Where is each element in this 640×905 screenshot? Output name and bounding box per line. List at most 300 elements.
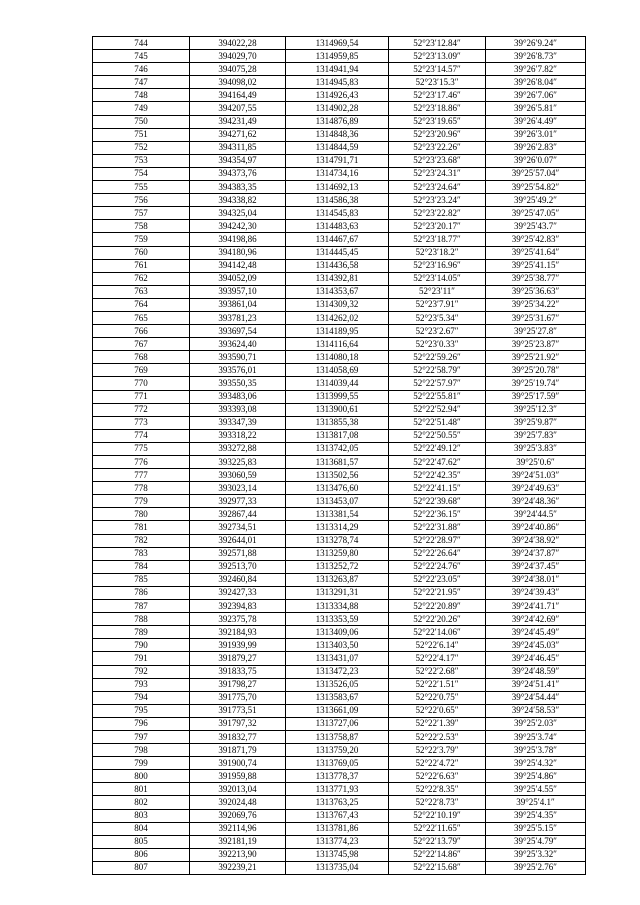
point-number-cell: 757 <box>93 207 190 220</box>
latitude-cell: 52°22′10.19″ <box>389 809 486 822</box>
longitude-cell: 39°26′7.06″ <box>486 89 586 102</box>
table-row <box>93 586 586 599</box>
x-coordinate-cell: 392181,19 <box>190 835 286 848</box>
longitude-cell: 39°24′38.01″ <box>486 573 586 586</box>
x-coordinate-cell: 393023,14 <box>190 482 286 495</box>
latitude-cell: 52°23′12.84″ <box>389 37 486 50</box>
x-coordinate-cell: 394311,85 <box>190 141 286 154</box>
table-row <box>93 783 586 796</box>
longitude-cell: 39°24′42.69″ <box>486 613 586 626</box>
point-number-cell: 800 <box>93 770 190 783</box>
x-coordinate-cell: 392013,04 <box>190 783 286 796</box>
table-row <box>93 377 586 390</box>
point-number-cell: 783 <box>93 547 190 560</box>
x-coordinate-cell: 393060,59 <box>190 469 286 482</box>
latitude-cell: 52°23′7.91″ <box>389 298 486 311</box>
y-coordinate-cell: 1313583,67 <box>286 691 389 704</box>
table-row <box>93 717 586 730</box>
longitude-cell: 39°25′4.79″ <box>486 835 586 848</box>
point-number-cell: 788 <box>93 613 190 626</box>
x-coordinate-cell: 394022,28 <box>190 37 286 50</box>
table-row <box>93 128 586 141</box>
table-row <box>93 600 586 613</box>
x-coordinate-cell: 393957,10 <box>190 285 286 298</box>
x-coordinate-cell: 394075,28 <box>190 63 286 76</box>
longitude-cell: 39°25′4.35″ <box>486 809 586 822</box>
latitude-cell: 52°23′20.96″ <box>389 128 486 141</box>
point-number-cell: 779 <box>93 495 190 508</box>
x-coordinate-cell: 391959,88 <box>190 770 286 783</box>
y-coordinate-cell: 1314926,43 <box>286 89 389 102</box>
point-number-cell: 775 <box>93 442 190 455</box>
point-number-cell: 794 <box>93 691 190 704</box>
y-coordinate-cell: 1313314,29 <box>286 521 389 534</box>
x-coordinate-cell: 391871,79 <box>190 744 286 757</box>
point-number-cell: 781 <box>93 521 190 534</box>
point-number-cell: 761 <box>93 259 190 272</box>
table-row <box>93 167 586 180</box>
point-number-cell: 778 <box>93 482 190 495</box>
table-row <box>93 181 586 194</box>
table-row <box>93 613 586 626</box>
point-number-cell: 750 <box>93 115 190 128</box>
longitude-cell: 39°26′5.81″ <box>486 102 586 115</box>
point-number-cell: 787 <box>93 600 190 613</box>
longitude-cell: 39°26′4.49″ <box>486 115 586 128</box>
y-coordinate-cell: 1314436,58 <box>286 259 389 272</box>
latitude-cell: 52°22′21.95″ <box>389 586 486 599</box>
longitude-cell: 39°25′21.92″ <box>486 351 586 364</box>
point-number-cell: 745 <box>93 50 190 63</box>
y-coordinate-cell: 1314483,63 <box>286 220 389 233</box>
table-row <box>93 560 586 573</box>
y-coordinate-cell: 1314844,59 <box>286 141 389 154</box>
latitude-cell: 52°23′18.86″ <box>389 102 486 115</box>
longitude-cell: 39°25′7.83″ <box>486 429 586 442</box>
latitude-cell: 52°22′57.97″ <box>389 377 486 390</box>
x-coordinate-cell: 392513,70 <box>190 560 286 573</box>
latitude-cell: 52°22′2.68″ <box>389 665 486 678</box>
point-number-cell: 755 <box>93 181 190 194</box>
longitude-cell: 39°25′4.55″ <box>486 783 586 796</box>
latitude-cell: 52°23′22.26″ <box>389 141 486 154</box>
latitude-cell: 52°22′58.79″ <box>389 364 486 377</box>
longitude-cell: 39°24′48.59″ <box>486 665 586 678</box>
longitude-cell: 39°24′41.71″ <box>486 600 586 613</box>
x-coordinate-cell: 392394,83 <box>190 600 286 613</box>
latitude-cell: 52°23′18.2″ <box>389 246 486 259</box>
y-coordinate-cell: 1314309,32 <box>286 298 389 311</box>
x-coordinate-cell: 394325,04 <box>190 207 286 220</box>
y-coordinate-cell: 1313771,93 <box>286 783 389 796</box>
coordinates-table-body <box>93 37 586 875</box>
table-row <box>93 730 586 743</box>
y-coordinate-cell: 1313767,43 <box>286 809 389 822</box>
longitude-cell: 39°26′0.07″ <box>486 154 586 167</box>
longitude-cell: 39°25′3.32″ <box>486 848 586 861</box>
point-number-cell: 807 <box>93 861 190 874</box>
point-number-cell: 795 <box>93 704 190 717</box>
longitude-cell: 39°24′37.87″ <box>486 547 586 560</box>
y-coordinate-cell: 1313502,56 <box>286 469 389 482</box>
x-coordinate-cell: 393590,71 <box>190 351 286 364</box>
latitude-cell: 52°22′4.17″ <box>389 652 486 665</box>
y-coordinate-cell: 1313758,87 <box>286 730 389 743</box>
table-row <box>93 456 586 469</box>
table-row <box>93 141 586 154</box>
y-coordinate-cell: 1314039,44 <box>286 377 389 390</box>
point-number-cell: 792 <box>93 665 190 678</box>
latitude-cell: 52°23′2.67″ <box>389 325 486 338</box>
table-row <box>93 770 586 783</box>
latitude-cell: 52°22′15.68″ <box>389 861 486 874</box>
y-coordinate-cell: 1313661,09 <box>286 704 389 717</box>
point-number-cell: 797 <box>93 730 190 743</box>
longitude-cell: 39°24′39.43″ <box>486 586 586 599</box>
table-row <box>93 469 586 482</box>
table-row <box>93 390 586 403</box>
x-coordinate-cell: 394242,30 <box>190 220 286 233</box>
point-number-cell: 777 <box>93 469 190 482</box>
latitude-cell: 52°22′52.94″ <box>389 403 486 416</box>
latitude-cell: 52°23′24.64″ <box>389 181 486 194</box>
point-number-cell: 767 <box>93 338 190 351</box>
latitude-cell: 52°22′31.88″ <box>389 521 486 534</box>
x-coordinate-cell: 392644,01 <box>190 534 286 547</box>
table-row <box>93 246 586 259</box>
table-row <box>93 822 586 835</box>
longitude-cell: 39°26′8.04″ <box>486 76 586 89</box>
latitude-cell: 52°22′23.05″ <box>389 573 486 586</box>
point-number-cell: 772 <box>93 403 190 416</box>
x-coordinate-cell: 394142,48 <box>190 259 286 272</box>
point-number-cell: 774 <box>93 429 190 442</box>
x-coordinate-cell: 391900,74 <box>190 757 286 770</box>
point-number-cell: 776 <box>93 456 190 469</box>
table-row <box>93 63 586 76</box>
x-coordinate-cell: 394373,76 <box>190 167 286 180</box>
y-coordinate-cell: 1313453,07 <box>286 495 389 508</box>
longitude-cell: 39°24′51.41″ <box>486 678 586 691</box>
point-number-cell: 796 <box>93 717 190 730</box>
latitude-cell: 52°22′41.15″ <box>389 482 486 495</box>
latitude-cell: 52°22′0.65″ <box>389 704 486 717</box>
longitude-cell: 39°25′41.64″ <box>486 246 586 259</box>
y-coordinate-cell: 1314116,64 <box>286 338 389 351</box>
longitude-cell: 39°25′42.83″ <box>486 233 586 246</box>
table-row <box>93 416 586 429</box>
x-coordinate-cell: 391833,75 <box>190 665 286 678</box>
point-number-cell: 786 <box>93 586 190 599</box>
y-coordinate-cell: 1314080,18 <box>286 351 389 364</box>
point-number-cell: 758 <box>93 220 190 233</box>
longitude-cell: 39°25′12.3″ <box>486 403 586 416</box>
y-coordinate-cell: 1314969,54 <box>286 37 389 50</box>
x-coordinate-cell: 392069,76 <box>190 809 286 822</box>
x-coordinate-cell: 393624,40 <box>190 338 286 351</box>
table-row <box>93 809 586 822</box>
latitude-cell: 52°22′8.35″ <box>389 783 486 796</box>
point-number-cell: 801 <box>93 783 190 796</box>
x-coordinate-cell: 391832,77 <box>190 730 286 743</box>
latitude-cell: 52°23′15.3″ <box>389 76 486 89</box>
longitude-cell: 39°25′57.04″ <box>486 167 586 180</box>
table-row <box>93 351 586 364</box>
latitude-cell: 52°22′8.73″ <box>389 796 486 809</box>
x-coordinate-cell: 394354,97 <box>190 154 286 167</box>
latitude-cell: 52°22′51.48″ <box>389 416 486 429</box>
longitude-cell: 39°26′2.83″ <box>486 141 586 154</box>
latitude-cell: 52°23′23.68″ <box>389 154 486 167</box>
table-row <box>93 89 586 102</box>
y-coordinate-cell: 1313431,07 <box>286 652 389 665</box>
point-number-cell: 753 <box>93 154 190 167</box>
latitude-cell: 52°23′24.31″ <box>389 167 486 180</box>
longitude-cell: 39°25′47.05″ <box>486 207 586 220</box>
latitude-cell: 52°22′6.63″ <box>389 770 486 783</box>
point-number-cell: 768 <box>93 351 190 364</box>
y-coordinate-cell: 1313526,05 <box>286 678 389 691</box>
latitude-cell: 52°22′36.15″ <box>389 508 486 521</box>
point-number-cell: 770 <box>93 377 190 390</box>
point-number-cell: 752 <box>93 141 190 154</box>
point-number-cell: 790 <box>93 639 190 652</box>
latitude-cell: 52°23′17.46″ <box>389 89 486 102</box>
longitude-cell: 39°25′38.77″ <box>486 272 586 285</box>
table-row <box>93 573 586 586</box>
table-row <box>93 652 586 665</box>
longitude-cell: 39°25′49.2″ <box>486 194 586 207</box>
x-coordinate-cell: 394198,86 <box>190 233 286 246</box>
longitude-cell: 39°24′44.5″ <box>486 508 586 521</box>
table-row <box>93 861 586 874</box>
x-coordinate-cell: 391879,27 <box>190 652 286 665</box>
table-row <box>93 848 586 861</box>
table-row <box>93 691 586 704</box>
longitude-cell: 39°25′2.03″ <box>486 717 586 730</box>
point-number-cell: 760 <box>93 246 190 259</box>
table-row <box>93 154 586 167</box>
x-coordinate-cell: 393225,83 <box>190 456 286 469</box>
y-coordinate-cell: 1313769,05 <box>286 757 389 770</box>
point-number-cell: 791 <box>93 652 190 665</box>
table-row <box>93 285 586 298</box>
latitude-cell: 52°22′59.26″ <box>389 351 486 364</box>
table-row <box>93 37 586 50</box>
x-coordinate-cell: 393550,35 <box>190 377 286 390</box>
point-number-cell: 765 <box>93 311 190 324</box>
longitude-cell: 39°24′38.92″ <box>486 534 586 547</box>
table-row <box>93 547 586 560</box>
longitude-cell: 39°25′3.78″ <box>486 744 586 757</box>
y-coordinate-cell: 1313291,31 <box>286 586 389 599</box>
table-row <box>93 835 586 848</box>
x-coordinate-cell: 394098,02 <box>190 76 286 89</box>
table-row <box>93 442 586 455</box>
y-coordinate-cell: 1314734,16 <box>286 167 389 180</box>
y-coordinate-cell: 1313735,04 <box>286 861 389 874</box>
x-coordinate-cell: 392977,33 <box>190 495 286 508</box>
latitude-cell: 52°23′19.65″ <box>389 115 486 128</box>
x-coordinate-cell: 394180,96 <box>190 246 286 259</box>
longitude-cell: 39°26′8.73″ <box>486 50 586 63</box>
y-coordinate-cell: 1313278,74 <box>286 534 389 547</box>
latitude-cell: 52°22′13.79″ <box>389 835 486 848</box>
longitude-cell: 39°25′4.86″ <box>486 770 586 783</box>
longitude-cell: 39°24′49.63″ <box>486 482 586 495</box>
longitude-cell: 39°24′48.36″ <box>486 495 586 508</box>
longitude-cell: 39°25′41.15″ <box>486 259 586 272</box>
point-number-cell: 782 <box>93 534 190 547</box>
y-coordinate-cell: 1313727,06 <box>286 717 389 730</box>
latitude-cell: 52°23′18.77″ <box>389 233 486 246</box>
table-row <box>93 665 586 678</box>
table-row <box>93 102 586 115</box>
x-coordinate-cell: 391797,32 <box>190 717 286 730</box>
point-number-cell: 769 <box>93 364 190 377</box>
point-number-cell: 763 <box>93 285 190 298</box>
table-row <box>93 429 586 442</box>
table-row <box>93 50 586 63</box>
y-coordinate-cell: 1314902,28 <box>286 102 389 115</box>
longitude-cell: 39°25′20.78″ <box>486 364 586 377</box>
x-coordinate-cell: 393318,22 <box>190 429 286 442</box>
table-row <box>93 678 586 691</box>
longitude-cell: 39°25′23.87″ <box>486 338 586 351</box>
y-coordinate-cell: 1313781,86 <box>286 822 389 835</box>
longitude-cell: 39°25′17.59″ <box>486 390 586 403</box>
point-number-cell: 756 <box>93 194 190 207</box>
table-row <box>93 272 586 285</box>
latitude-cell: 52°23′11″ <box>389 285 486 298</box>
y-coordinate-cell: 1313763,25 <box>286 796 389 809</box>
x-coordinate-cell: 392184,93 <box>190 626 286 639</box>
x-coordinate-cell: 392375,78 <box>190 613 286 626</box>
longitude-cell: 39°26′9.24″ <box>486 37 586 50</box>
longitude-cell: 39°25′4.32″ <box>486 757 586 770</box>
point-number-cell: 805 <box>93 835 190 848</box>
x-coordinate-cell: 394271,62 <box>190 128 286 141</box>
longitude-cell: 39°24′58.53″ <box>486 704 586 717</box>
latitude-cell: 52°22′14.86″ <box>389 848 486 861</box>
y-coordinate-cell: 1314392,81 <box>286 272 389 285</box>
point-number-cell: 784 <box>93 560 190 573</box>
x-coordinate-cell: 393393,08 <box>190 403 286 416</box>
latitude-cell: 52°22′39.68″ <box>389 495 486 508</box>
x-coordinate-cell: 393576,01 <box>190 364 286 377</box>
y-coordinate-cell: 1314848,36 <box>286 128 389 141</box>
latitude-cell: 52°22′1.51″ <box>389 678 486 691</box>
point-number-cell: 759 <box>93 233 190 246</box>
latitude-cell: 52°22′26.64″ <box>389 547 486 560</box>
latitude-cell: 52°22′3.79″ <box>389 744 486 757</box>
table-row <box>93 626 586 639</box>
x-coordinate-cell: 393347,39 <box>190 416 286 429</box>
latitude-cell: 52°22′0.75″ <box>389 691 486 704</box>
table-row <box>93 744 586 757</box>
longitude-cell: 39°25′34.22″ <box>486 298 586 311</box>
y-coordinate-cell: 1313476,60 <box>286 482 389 495</box>
table-row <box>93 796 586 809</box>
x-coordinate-cell: 391773,51 <box>190 704 286 717</box>
y-coordinate-cell: 1314876,89 <box>286 115 389 128</box>
table-row <box>93 259 586 272</box>
y-coordinate-cell: 1313817,08 <box>286 429 389 442</box>
x-coordinate-cell: 394164,49 <box>190 89 286 102</box>
y-coordinate-cell: 1313353,59 <box>286 613 389 626</box>
y-coordinate-cell: 1314945,83 <box>286 76 389 89</box>
latitude-cell: 52°22′47.62″ <box>389 456 486 469</box>
y-coordinate-cell: 1313252,72 <box>286 560 389 573</box>
latitude-cell: 52°23′23.24″ <box>389 194 486 207</box>
latitude-cell: 52°23′16.96″ <box>389 259 486 272</box>
longitude-cell: 39°26′3.01″ <box>486 128 586 141</box>
x-coordinate-cell: 394207,55 <box>190 102 286 115</box>
point-number-cell: 789 <box>93 626 190 639</box>
latitude-cell: 52°22′42.35″ <box>389 469 486 482</box>
longitude-cell: 39°24′46.45″ <box>486 652 586 665</box>
y-coordinate-cell: 1314692,13 <box>286 181 389 194</box>
table-row <box>93 298 586 311</box>
y-coordinate-cell: 1314262,02 <box>286 311 389 324</box>
y-coordinate-cell: 1313900,61 <box>286 403 389 416</box>
longitude-cell: 39°25′43.7″ <box>486 220 586 233</box>
point-number-cell: 762 <box>93 272 190 285</box>
y-coordinate-cell: 1313742,05 <box>286 442 389 455</box>
table-row <box>93 76 586 89</box>
table-row <box>93 704 586 717</box>
longitude-cell: 39°24′40.86″ <box>486 521 586 534</box>
y-coordinate-cell: 1313263,87 <box>286 573 389 586</box>
table-row <box>93 311 586 324</box>
latitude-cell: 52°23′20.17″ <box>389 220 486 233</box>
latitude-cell: 52°22′4.72″ <box>389 757 486 770</box>
longitude-cell: 39°25′9.87″ <box>486 416 586 429</box>
longitude-cell: 39°25′27.8″ <box>486 325 586 338</box>
longitude-cell: 39°25′36.63″ <box>486 285 586 298</box>
table-row <box>93 338 586 351</box>
x-coordinate-cell: 392867,44 <box>190 508 286 521</box>
y-coordinate-cell: 1314189,95 <box>286 325 389 338</box>
latitude-cell: 52°22′24.76″ <box>389 560 486 573</box>
point-number-cell: 804 <box>93 822 190 835</box>
point-number-cell: 799 <box>93 757 190 770</box>
table-row <box>93 207 586 220</box>
y-coordinate-cell: 1314959,85 <box>286 50 389 63</box>
latitude-cell: 52°23′5.34″ <box>389 311 486 324</box>
table-row <box>93 364 586 377</box>
table-row <box>93 508 586 521</box>
x-coordinate-cell: 394383,35 <box>190 181 286 194</box>
y-coordinate-cell: 1313855,38 <box>286 416 389 429</box>
y-coordinate-cell: 1313774,23 <box>286 835 389 848</box>
table-row <box>93 495 586 508</box>
latitude-cell: 52°22′1.39″ <box>389 717 486 730</box>
table-row <box>93 521 586 534</box>
point-number-cell: 766 <box>93 325 190 338</box>
x-coordinate-cell: 394338,82 <box>190 194 286 207</box>
point-number-cell: 798 <box>93 744 190 757</box>
longitude-cell: 39°25′3.74″ <box>486 730 586 743</box>
latitude-cell: 52°22′28.97″ <box>389 534 486 547</box>
point-number-cell: 785 <box>93 573 190 586</box>
latitude-cell: 52°23′14.05″ <box>389 272 486 285</box>
longitude-cell: 39°25′4.1″ <box>486 796 586 809</box>
x-coordinate-cell: 391775,70 <box>190 691 286 704</box>
latitude-cell: 52°23′22.82″ <box>389 207 486 220</box>
x-coordinate-cell: 393272,88 <box>190 442 286 455</box>
latitude-cell: 52°22′20.26″ <box>389 613 486 626</box>
